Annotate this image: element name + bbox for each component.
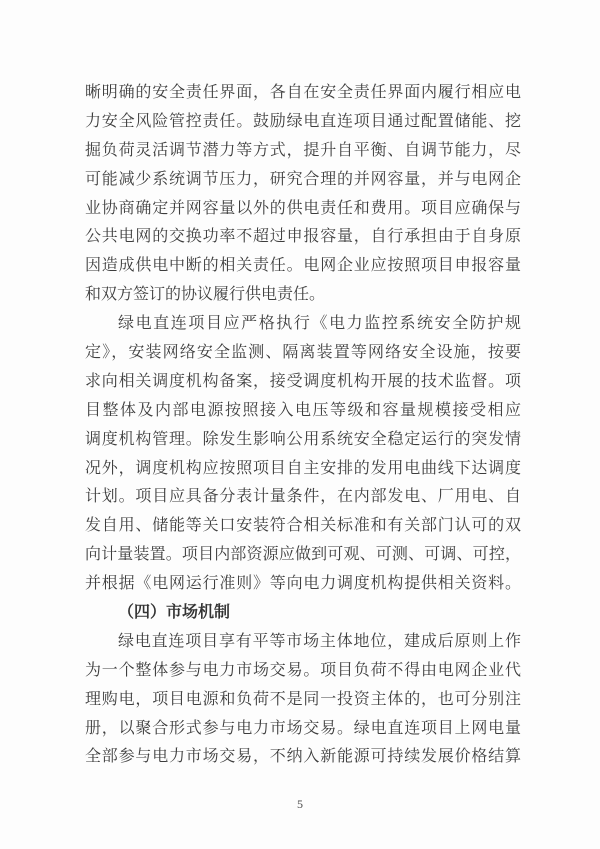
text-line: 和双方签订的协议履行供电责任。	[85, 286, 326, 304]
text-line: 公共电网的交换功率不超过申报容量，自行承担由于自身原	[85, 228, 521, 246]
text-line: 掘负荷灵活调节潜力等方式，提升自平衡、自调节能力，尽	[85, 141, 521, 159]
text-line: 向计量装置。项目内部资源应做到可观、可测、可调、可控，	[85, 546, 521, 564]
text-line: 业协商确定并网容量以外的供电责任和费用。项目应确保与	[85, 199, 521, 217]
text-line: 目整体及内部电源按照接入电压等级和容量规模接受相应	[85, 401, 521, 419]
body-text-block	[85, 79, 521, 772]
text-line: 册，以聚合形式参与电力市场交易。绿电直连项目上网电量	[85, 719, 521, 737]
text-line: 发自用、储能等关口安装符合相关标准和有关部门认可的双	[85, 517, 521, 535]
text-line: 定》，安装网络安全监测、隔离装置等网络安全设施，按要	[85, 344, 521, 362]
page-number: 5	[297, 797, 303, 811]
text-line: 可能减少系统调节压力，研究合理的并网容量，并与电网企	[85, 170, 521, 188]
text-line: 求向相关调度机构备案，接受调度机构开展的技术监督。项	[85, 372, 521, 390]
text-line: 力安全风险管控责任。鼓励绿电直连项目通过配置储能、挖	[85, 112, 521, 130]
text-line: 况外，调度机构应按照项目自主安排的发用电曲线下达调度	[85, 459, 521, 477]
text-line: 为一个整体参与电力市场交易。项目负荷不得由电网企业代	[85, 661, 521, 679]
text-line: 全部参与电力市场交易，不纳入新能源可持续发展价格结算	[85, 748, 521, 766]
text-line: 调度机构管理。除发生影响公用系统安全稳定运行的突发情	[85, 430, 521, 448]
text-line: 晰明确的安全责任界面，各自在安全责任界面内履行相应电	[85, 84, 521, 101]
text-line: 绿电直连项目享有平等市场主体地位，建成后原则上作	[118, 632, 521, 650]
text-line: 因造成供电中断的相关责任。电网企业应按照项目申报容量	[85, 257, 521, 275]
text-line: 理购电，项目电源和负荷不是同一投资主体的，也可分别注	[85, 690, 521, 708]
text-line: 计划。项目应具备分表计量条件，在内部发电、厂用电、自	[85, 488, 521, 506]
section-heading: （四）市场机制	[118, 604, 231, 622]
text-line: 绿电直连项目应严格执行《电力监控系统安全防护规	[118, 315, 521, 333]
text-line: 并根据《电网运行准则》等向电力调度机构提供相关资料。	[85, 575, 521, 593]
